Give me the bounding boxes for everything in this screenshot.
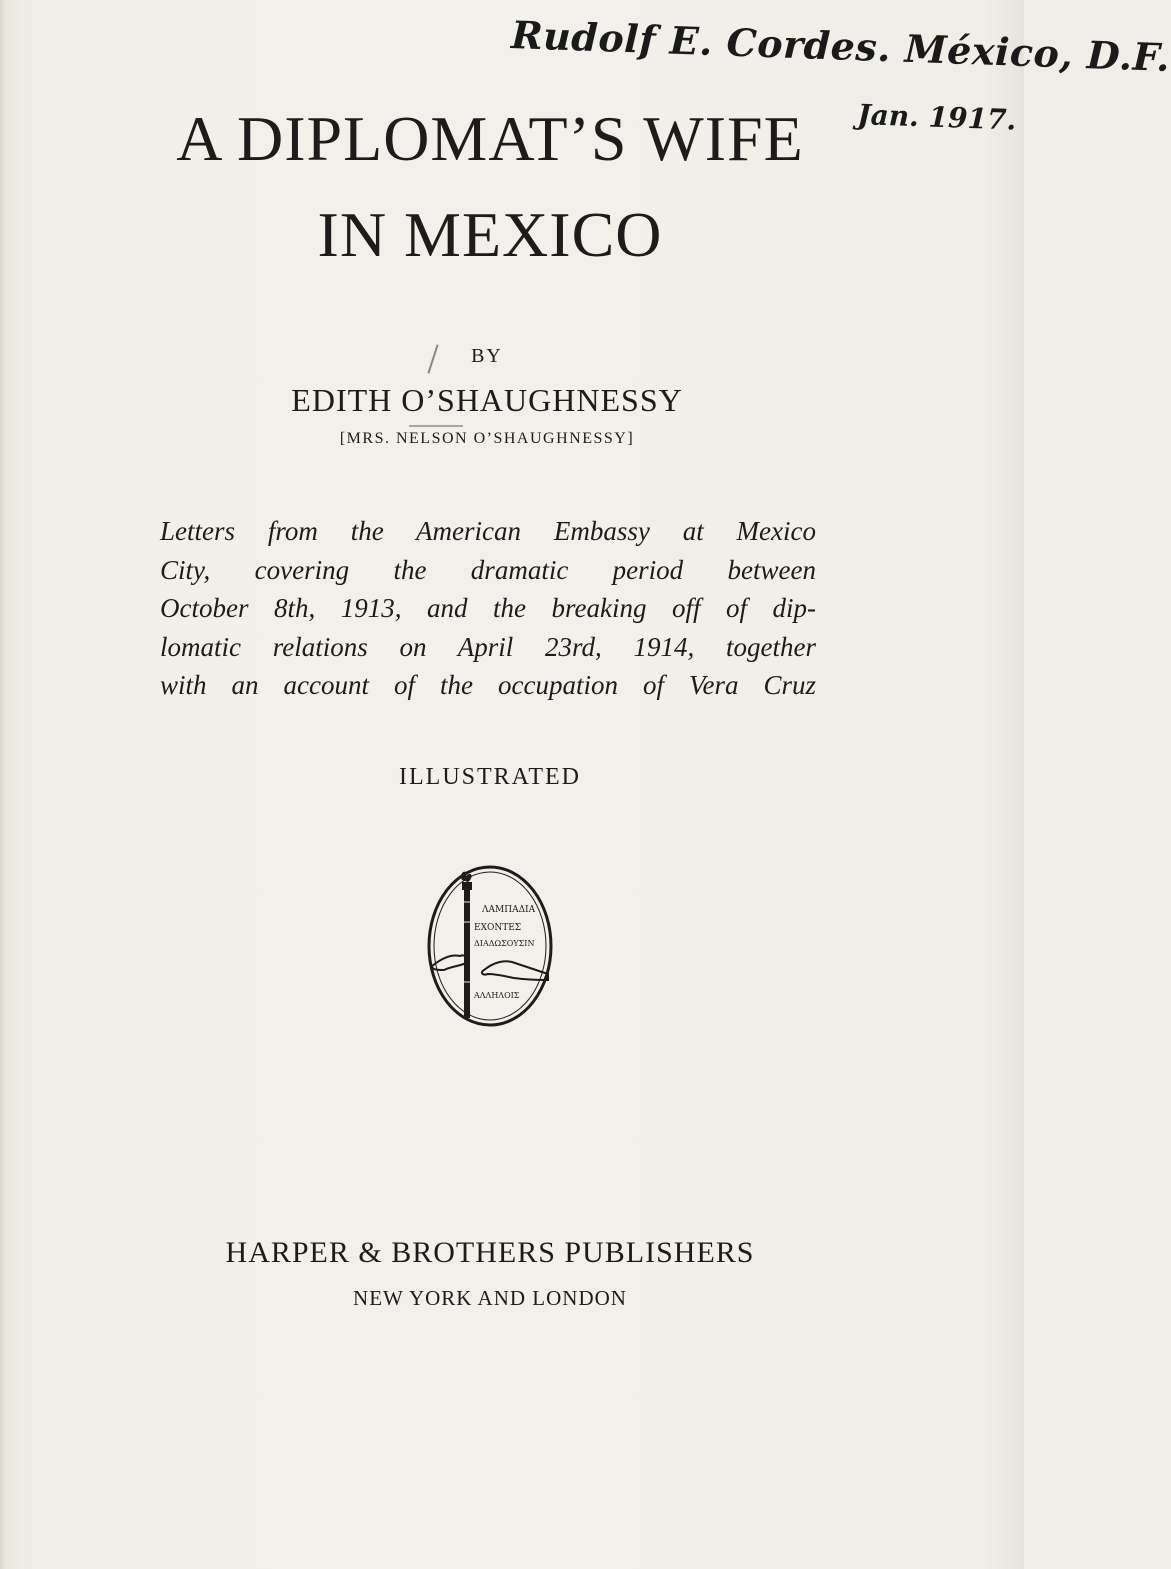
publisher-name: HARPER & BROTHERS PUBLISHERS: [225, 1236, 755, 1269]
emblem-text-line: ΕΧΟΝΤΕΣ: [474, 923, 522, 933]
emblem-text-line: ΑΛΛΗΛΟΙΣ: [474, 991, 520, 1000]
handwritten-inscription-owner: Rudolf E. Cordes. México, D.F.: [510, 12, 1171, 80]
emblem-text-line: ΛΑΜΠΑΔΙΑ: [482, 905, 536, 915]
description-line: with an account of the occupation of Vera Cruz: [160, 670, 816, 700]
description-line: City, covering the dramatic period between: [160, 554, 816, 585]
illustrated-label: ILLUSTRATED: [399, 764, 581, 790]
book-description: [160, 512, 816, 705]
byline-by: BY: [471, 345, 503, 367]
pencil-underline: [409, 425, 463, 427]
book-title-line-1: A DIPLOMAT’S WIFE: [176, 103, 804, 174]
publisher-location: NEW YORK AND LONDON: [353, 1286, 627, 1310]
description-line: Letters from the American Embassy at Mexico: [160, 516, 816, 546]
handwritten-inscription-date: Jan. 1917.: [856, 98, 1017, 137]
description-line: lomatic relations on April 23rd, 1914, together: [160, 631, 816, 662]
author-name: EDITH O’SHAUGHNESSY: [291, 382, 683, 418]
emblem-text-line: ΔΙΑΔΩΣΟΥΣΙΝ: [474, 939, 535, 948]
book-title-line-2: IN MEXICO: [317, 199, 663, 270]
torch-hands-seal-icon: [424, 862, 556, 1030]
description-line: October 8th, 1913, and the breaking off of dip-: [160, 593, 816, 623]
author-married-name: [MRS. NELSON O’SHAUGHNESSY]: [339, 430, 635, 447]
